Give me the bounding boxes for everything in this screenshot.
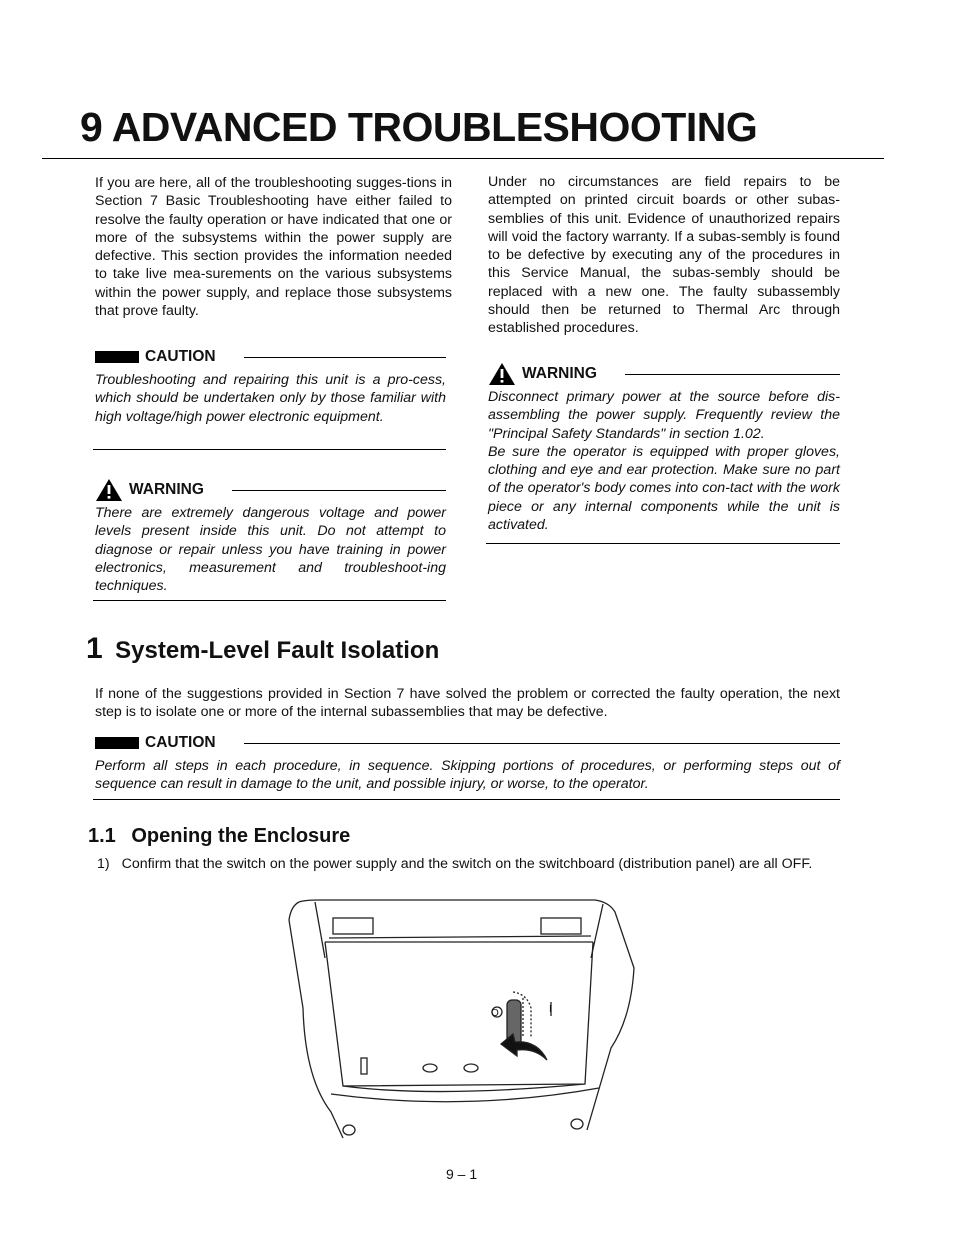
heading-rule xyxy=(625,374,840,375)
warning-triangle-icon xyxy=(488,362,516,386)
warning-notice-2 xyxy=(488,362,840,534)
section-paragraph: If none of the suggestions provided in Section 7 have solved the problem or corrected the faulty operation, the next step is to isolate one or more of the internal subassemblies that may be defective. xyxy=(95,686,840,721)
subsection-number: 1.1 xyxy=(88,825,116,847)
caution-text: Perform all steps in each procedure, in sequence. Skipping portions of procedures, or performing steps out of sequence can result in damage to the unit, and possible injury, or worse, to the operator. xyxy=(95,758,840,793)
heading-rule xyxy=(244,743,840,744)
subsection-heading xyxy=(88,825,350,848)
warning-heading xyxy=(95,478,446,502)
caution-bar-icon xyxy=(95,351,139,363)
section-heading xyxy=(86,632,439,666)
chapter-rule xyxy=(42,158,884,159)
section-title: System-Level Fault Isolation xyxy=(115,637,440,664)
caution-notice-1 xyxy=(95,348,446,426)
step-text: Confirm that the switch on the power supply and the switch on the switchboard (distribution panel) are all OFF. xyxy=(121,856,813,872)
warning-text: There are extremely dangerous voltage and power levels present inside this unit. Do not attempt to diagnose or repair unless you have training in power electronics, measurement and troubleshoot-ing techniques. xyxy=(95,505,446,595)
warning-notice-1 xyxy=(95,478,446,595)
step-number: 1) xyxy=(97,856,110,872)
caution-label: CAUTION xyxy=(145,348,216,365)
intro-left-paragraph: If you are here, all of the troubleshooting sugges-tions in Section 7 Basic Troubleshooting have either failed to resolve the faulty operation or have indicated that one or more of the subsystems within the power supply are defective. This section provides the information needed to take live mea-surements on the various subsystems within the power supply, and replace those subsystems that prove faulty. xyxy=(95,175,452,320)
caution-heading xyxy=(95,734,840,752)
warning-text-2: Be sure the operator is equipped with proper gloves, clothing and eye and ear protection. Make sure no part of the operator's body comes into con-tact with the work piece or any internal components while the unit is activated. xyxy=(488,443,840,534)
warning-label: WARNING xyxy=(129,481,204,498)
caution-text: Troubleshooting and repairing this unit is a pro-cess, which should be undertaken only by those familiar with high voltage/high power electronic equipment. xyxy=(95,372,446,425)
chapter-number: 9 xyxy=(80,104,103,150)
section-number: 1 xyxy=(86,632,103,665)
warning-heading xyxy=(488,362,840,386)
caution-2-bottom-rule xyxy=(93,799,840,800)
on-symbol: I xyxy=(549,1004,552,1015)
subsection-title: Opening the Enclosure xyxy=(131,825,351,847)
power-supply-switch-illustration xyxy=(285,898,637,1142)
step-item xyxy=(97,855,887,873)
warning-label: WARNING xyxy=(522,365,597,382)
caution-bar-icon xyxy=(95,737,139,749)
chapter-title-text: ADVANCED TROUBLESHOOTING xyxy=(111,104,758,150)
intro-right-paragraph: Under no circumstances are field repairs to be attempted on printed circuit boards or other subas-semblies of this unit. Evidence of unauthorized repairs will void the factory warranty. If a subas-sembly is found to be defective by executing any of the procedures in this Service Manual, the subas-sembly should be replaced with a new one. The faulty subassembly should then be returned to Thermal Arc through established procedures. xyxy=(488,174,840,337)
caution-1-bottom-rule xyxy=(93,449,446,450)
caution-heading xyxy=(95,348,446,366)
warning-triangle-icon xyxy=(95,478,123,502)
warning-text-1: Disconnect primary power at the source before dis-assembling the power supply. Frequently review the "Principal Safety Standards" in section 1.02. xyxy=(488,389,840,442)
heading-rule xyxy=(232,490,446,491)
warning-2-bottom-rule xyxy=(486,543,840,544)
warning-1-bottom-rule xyxy=(93,600,446,601)
page-number: 9 – 1 xyxy=(446,1166,478,1182)
heading-rule xyxy=(244,357,446,358)
chapter-title xyxy=(80,104,757,151)
off-symbol: O xyxy=(491,1008,499,1019)
caution-label: CAUTION xyxy=(145,734,216,751)
caution-notice-2 xyxy=(95,734,840,794)
